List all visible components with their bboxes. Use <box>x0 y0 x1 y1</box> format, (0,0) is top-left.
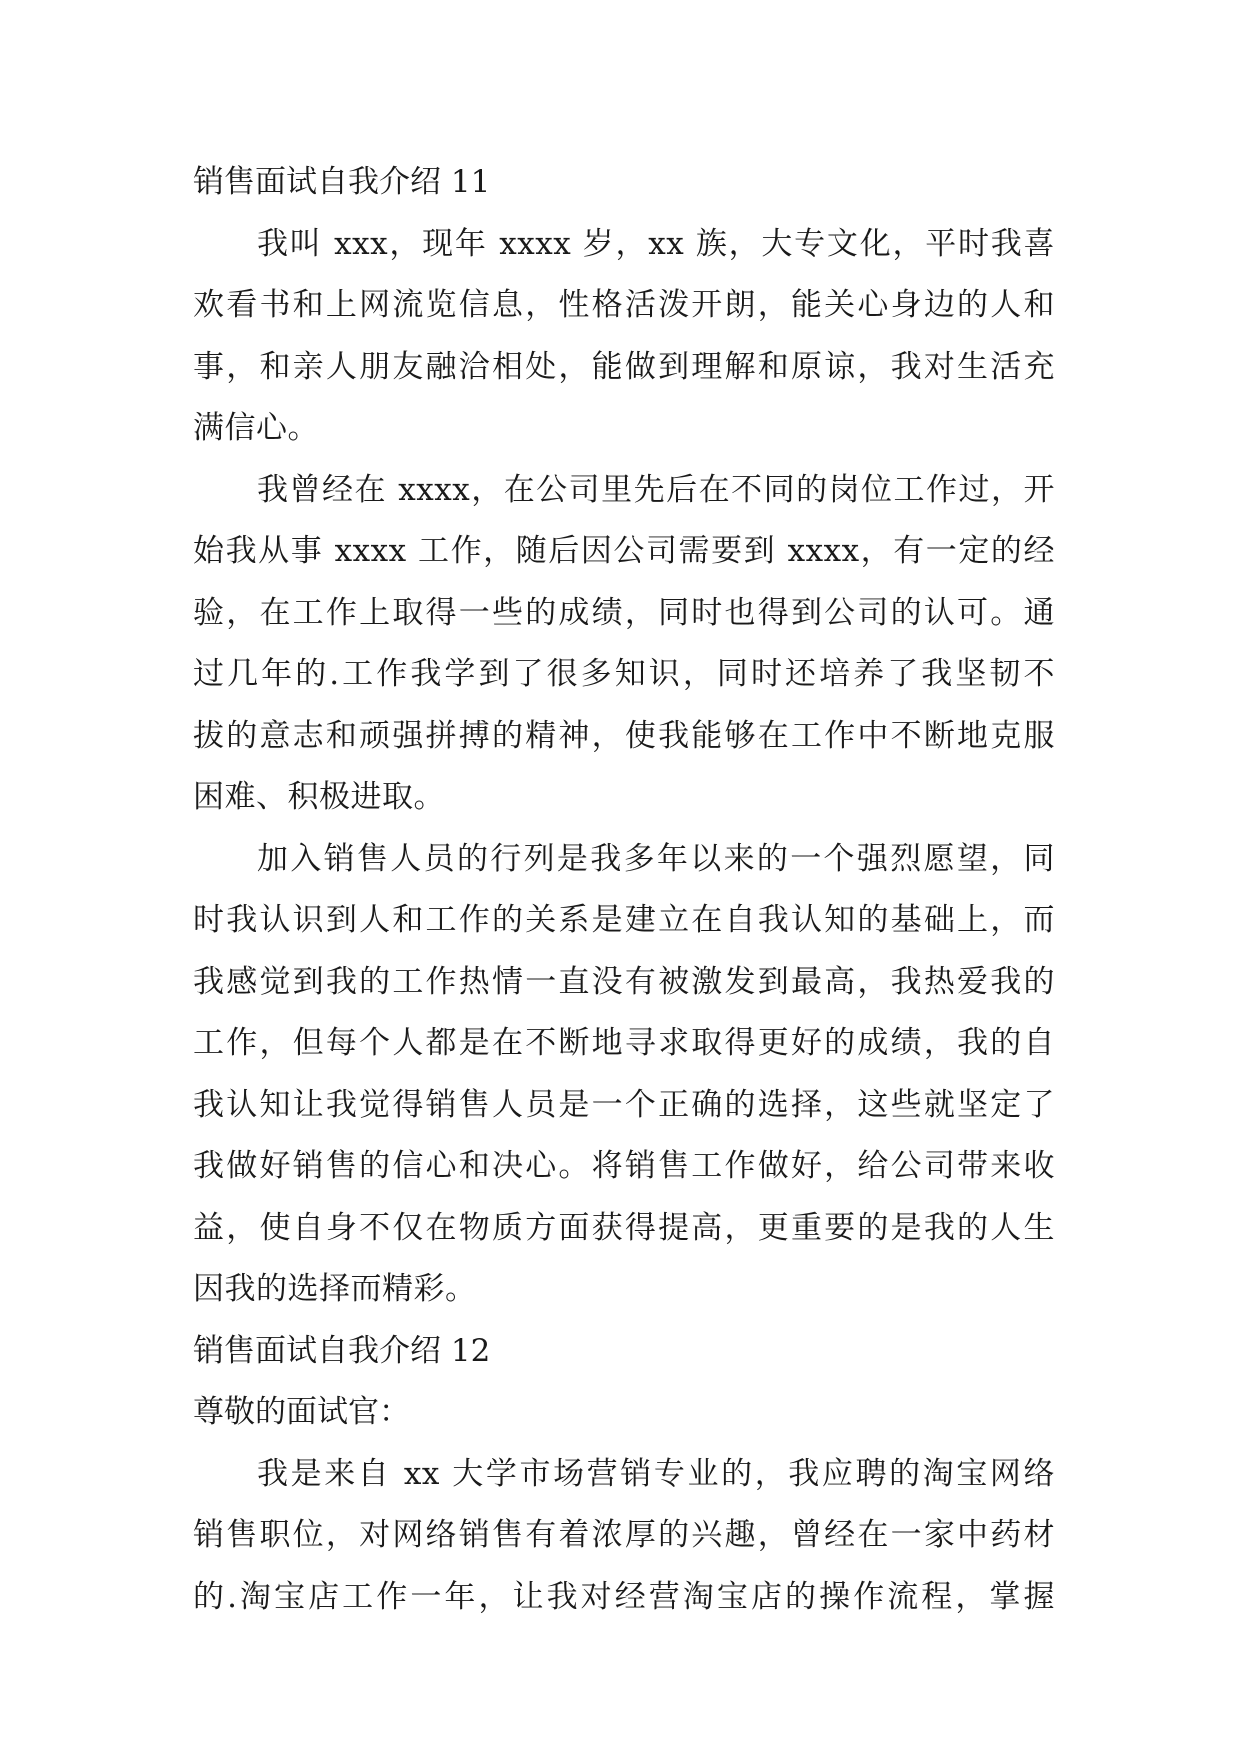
text-line: 拔的意志和顽强拼搏的精神，使我能够在工作中不断地克服 <box>193 717 1055 754</box>
text-line: 益，使自身不仅在物质方面获得提高，更重要的是我的人生 <box>193 1209 1055 1246</box>
text-line: 销售职位，对网络销售有着浓厚的兴趣，曾经在一家中药材 <box>193 1517 1055 1553</box>
section-heading: 销售面试自我介绍 12 <box>193 1332 491 1369</box>
text-line: 工作，但每个人都是在不断地寻求取得更好的成绩，我的自 <box>193 1025 1055 1061</box>
paragraph <box>193 214 1055 460</box>
text-line: 我感觉到我的工作热情一直没有被激发到最高，我热爱我的 <box>193 963 1055 1000</box>
text-line: 因我的选择而精彩。 <box>193 1271 477 1307</box>
text-line: 过几年的.工作我学到了很多知识，同时还培养了我坚韧不 <box>193 656 1055 692</box>
text-line: 我叫 xxx，现年 xxxx 岁，xx 族，大专文化，平时我喜 <box>257 225 1055 262</box>
text-line: 加入销售人员的行列是我多年以来的一个强烈愿望，同 <box>257 840 1055 877</box>
text-line: 始我从事 xxxx 工作，随后因公司需要到 xxxx，有一定的经 <box>193 533 1055 569</box>
text-line: 验，在工作上取得一些的成绩，同时也得到公司的认可。通 <box>193 594 1055 631</box>
text-line: 困难、积极进取。 <box>193 779 445 815</box>
paragraph <box>193 460 1055 829</box>
text-line: 欢看书和上网流览信息，性格活泼开朗，能关心身边的人和 <box>193 287 1055 323</box>
text-line: 我曾经在 xxxx，在公司里先后在不同的岗位工作过，开 <box>257 471 1055 508</box>
salutation: 尊敬的面试官： <box>193 1394 410 1430</box>
text-line: 的.淘宝店工作一年，让我对经营淘宝店的操作流程，掌握 <box>193 1578 1055 1615</box>
document-body <box>193 152 1055 1628</box>
paragraph <box>193 1444 1055 1629</box>
text-line: 时我认识到人和工作的关系是建立在自我认知的基础上，而 <box>193 902 1055 938</box>
section-heading: 销售面试自我介绍 11 <box>193 164 491 200</box>
paragraph <box>193 829 1055 1321</box>
text-line: 我认知让我觉得销售人员是一个正确的选择，这些就坚定了 <box>193 1086 1055 1123</box>
text-line: 事，和亲人朋友融洽相处，能做到理解和原谅，我对生活充 <box>193 348 1055 385</box>
text-line: 我做好销售的信心和决心。将销售工作做好，给公司带来收 <box>193 1148 1055 1184</box>
text-line: 我是来自 xx 大学市场营销专业的，我应聘的淘宝网络 <box>257 1455 1055 1492</box>
text-line: 满信心。 <box>193 410 319 446</box>
